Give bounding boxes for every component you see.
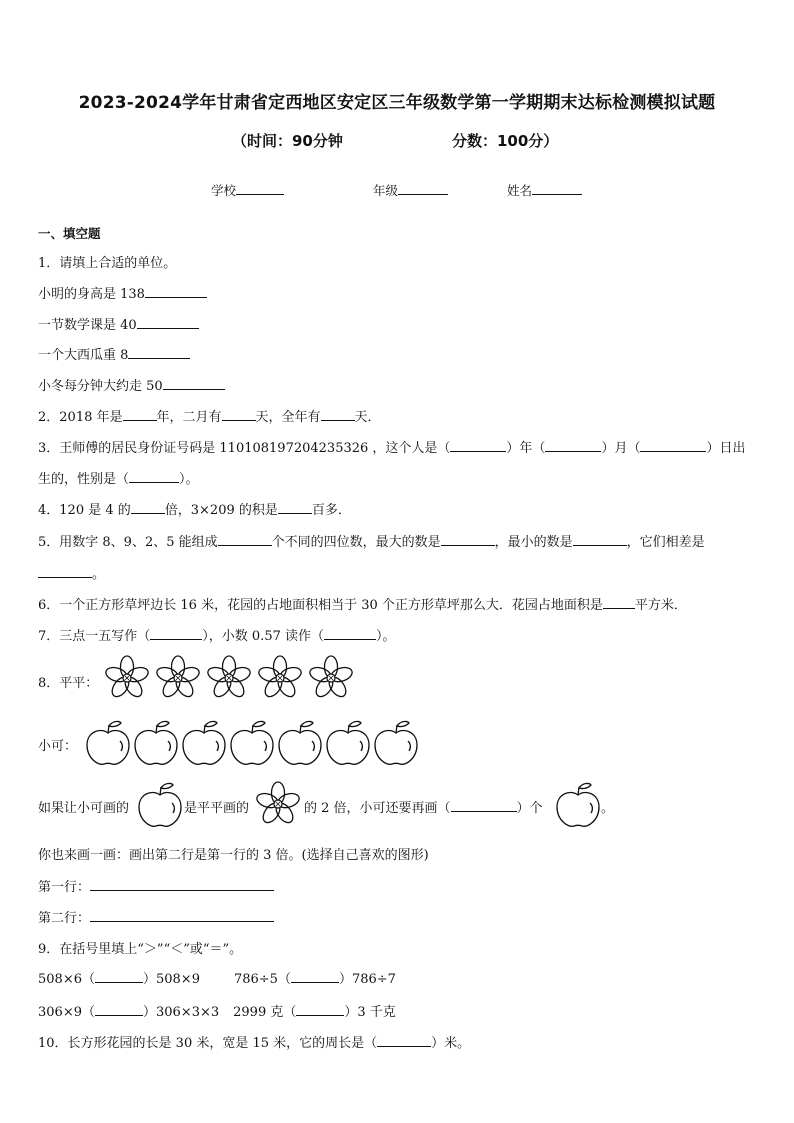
- answer-blank[interactable]: [603, 596, 635, 609]
- answer-blank[interactable]: [222, 408, 256, 421]
- flower-icon: [155, 656, 201, 700]
- answer-blank[interactable]: [291, 970, 339, 983]
- flower-row: [97, 650, 367, 706]
- answer-blank[interactable]: [545, 439, 601, 452]
- school-label: 学校: [211, 183, 237, 198]
- question-3: 3．王师傅的居民身份证号码是 110108197204235326 ，这个人是（ ）年（ ）月（ ）日出: [38, 441, 746, 456]
- section-heading: 一、填空题: [38, 226, 101, 241]
- question-8-label-pingping: 8．平平：: [38, 676, 99, 691]
- apple-row: [84, 718, 424, 768]
- question-8-text-e: 。: [601, 801, 615, 816]
- question-9-row1: 508×6（ ）508×9 786÷5（ ）786÷7: [38, 972, 396, 987]
- question-8-label-xiaoke: 小可：: [38, 739, 78, 754]
- apple-icon: [554, 780, 602, 828]
- question-8-text-c: 的 2 倍，小可还要再画（ ）个: [304, 801, 543, 816]
- answer-blank[interactable]: [324, 627, 376, 640]
- question-2: 2．2018 年是 年，二月有 天，全年有 天．: [38, 410, 381, 425]
- name-blank[interactable]: [532, 182, 582, 195]
- answer-blank[interactable]: [90, 878, 274, 891]
- question-5: 5．用数字 8、9、2、5 能组成 个不同的四位数，最大的数是 ，最小的数是 ，它们相差是: [38, 535, 705, 550]
- answer-blank[interactable]: [38, 565, 92, 578]
- question-5-cont: 。: [38, 563, 105, 582]
- flower-icon: [257, 656, 303, 700]
- apple-icon: [183, 721, 225, 764]
- question-1-item: 一节数学课是 40: [38, 314, 199, 333]
- apple-icon: [375, 721, 417, 764]
- flower-icon: [206, 656, 252, 700]
- answer-blank[interactable]: [321, 408, 355, 421]
- apple-icon: [135, 721, 177, 764]
- question-10: 10．长方形花园的长是 30 米，宽是 15 米，它的周长是（ ）米。: [38, 1036, 471, 1051]
- question-8-text-b: 是平平画的: [184, 801, 250, 816]
- answer-blank[interactable]: [128, 346, 190, 359]
- question-3-cont: 生的，性别是（ ）。: [38, 472, 199, 487]
- exam-time: （时间：90分钟: [232, 132, 343, 150]
- question-1-item: 小冬每分钟大约走 50: [38, 375, 225, 394]
- page-title: 2023-2024学年甘肃省定西地区安定区三年级数学第一学期期末达标检测模拟试题: [78, 93, 716, 113]
- school-blank[interactable]: [236, 182, 284, 195]
- question-6: 6．一个正方形草坪边长 16 米，花园的占地面积相当于 30 个正方形草坪那么大．花园占地面积是 平方米．: [38, 598, 687, 613]
- question-8-row2: 第二行：: [38, 907, 274, 926]
- answer-blank[interactable]: [450, 439, 506, 452]
- name-label: 姓名: [507, 183, 533, 198]
- flower-icon: [308, 656, 354, 700]
- question-7: 7．三点一五写作（ ），小数 0.57 读作（ ）。: [38, 629, 396, 644]
- apple-icon: [136, 780, 184, 828]
- answer-blank[interactable]: [377, 1034, 431, 1047]
- question-8-task: 你也来画一画：画出第二行是第一行的 3 倍。(选择自己喜欢的图形): [38, 848, 429, 863]
- school-field[interactable]: [211, 181, 284, 199]
- answer-blank[interactable]: [95, 1003, 143, 1016]
- question-9-stem: 9．在括号里填上“＞”“＜”或“＝”。: [38, 942, 243, 957]
- apple-icon: [87, 721, 129, 764]
- answer-blank[interactable]: [640, 439, 706, 452]
- answer-blank[interactable]: [131, 501, 165, 514]
- answer-blank[interactable]: [451, 799, 517, 812]
- answer-blank[interactable]: [95, 970, 143, 983]
- exam-score: 分数：100分）: [452, 132, 559, 150]
- answer-blank[interactable]: [137, 316, 199, 329]
- flower-icon: [104, 656, 150, 700]
- apple-icon: [279, 721, 321, 764]
- answer-blank[interactable]: [278, 501, 312, 514]
- flower-icon: [252, 776, 304, 832]
- answer-blank[interactable]: [218, 533, 272, 546]
- question-8-row1: 第一行：: [38, 876, 274, 895]
- answer-blank[interactable]: [296, 1003, 344, 1016]
- answer-blank[interactable]: [129, 470, 179, 483]
- question-8-text-a: 如果让小可画的: [38, 801, 130, 816]
- question-1-item: 一个大西瓜重 8: [38, 344, 190, 363]
- answer-blank[interactable]: [163, 377, 225, 390]
- name-field[interactable]: [507, 181, 582, 199]
- apple-icon: [327, 721, 369, 764]
- answer-blank[interactable]: [145, 285, 207, 298]
- answer-blank[interactable]: [123, 408, 157, 421]
- answer-blank[interactable]: [150, 627, 202, 640]
- answer-blank[interactable]: [573, 533, 627, 546]
- grade-field[interactable]: [373, 181, 448, 199]
- question-1-stem: 1．请填上合适的单位。: [38, 256, 177, 271]
- grade-blank[interactable]: [398, 182, 448, 195]
- question-4: 4．120 是 4 的 倍，3×209 的积是 百多．: [38, 503, 351, 518]
- question-9-row2: 306×9（ ）306×3×3 2999 克（ ）3 千克: [38, 1005, 396, 1020]
- grade-label: 年级: [373, 183, 399, 198]
- question-1-item: 小明的身高是 138: [38, 283, 207, 302]
- answer-blank[interactable]: [90, 909, 274, 922]
- answer-blank[interactable]: [441, 533, 495, 546]
- apple-icon: [231, 721, 273, 764]
